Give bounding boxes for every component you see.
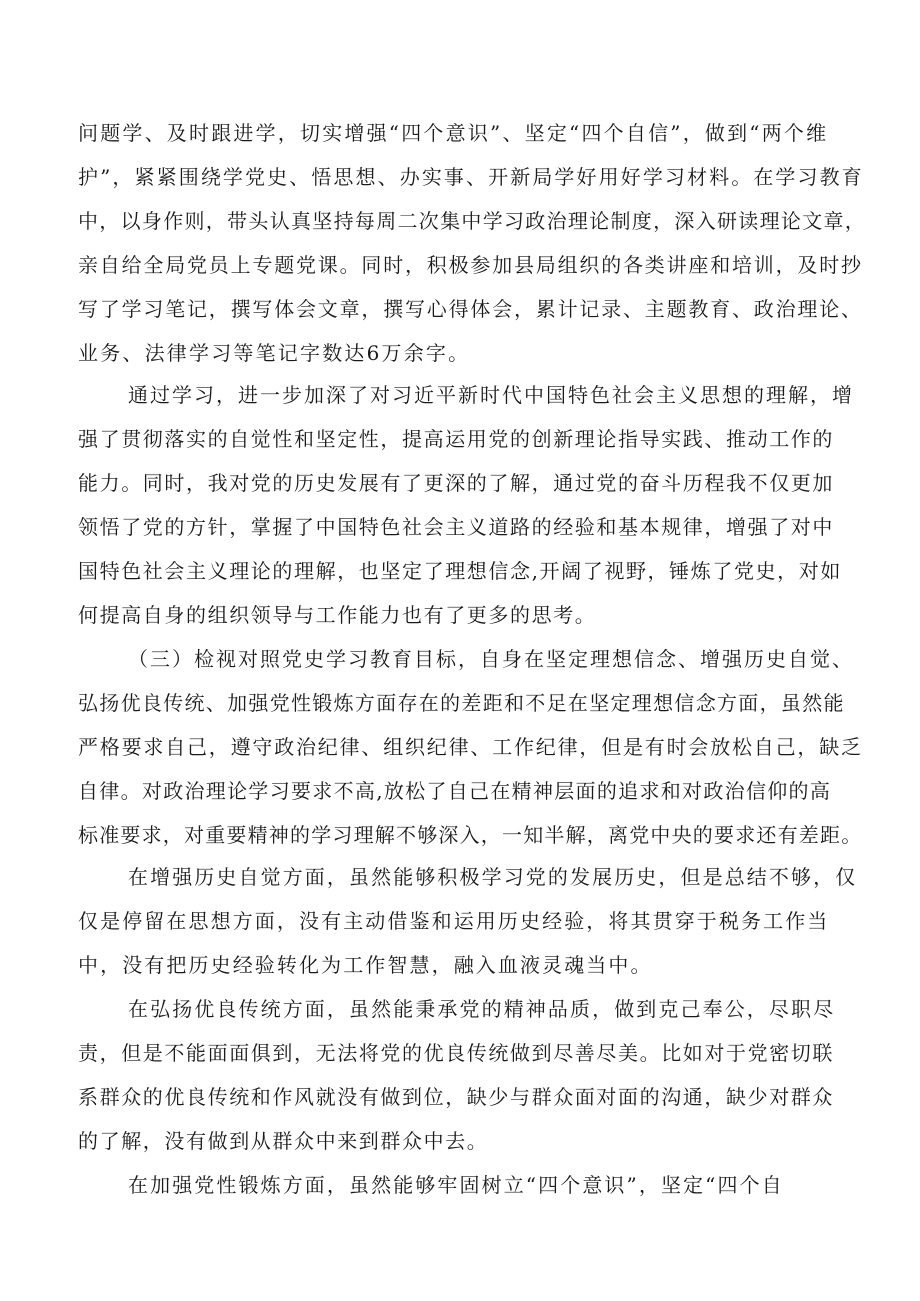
text-line: 业务、法律学习等笔记字数达6万余字。 <box>78 341 471 365</box>
text-line: 弘扬优良传统、加强党性锻炼方面存在的差距和不足在坚定理想信念方面，虽然能 <box>78 691 845 715</box>
text-line: 通过学习，进一步加深了对习近平新时代中国特色社会主义思想的理解，增 <box>128 383 854 407</box>
text-line: 责，但是不能面面俱到，无法将党的优良传统做到尽善尽美。比如对于党密切联 <box>78 1041 834 1065</box>
text-line: 仅是停留在思想方面，没有主动借鉴和运用历史经验，将其贯穿于税务工作当 <box>78 909 830 933</box>
text-line: 领悟了党的方针，掌握了中国特色社会主义道路的经验和基本规律，增强了对中 <box>78 515 834 539</box>
text-line: 在弘扬优良传统方面，虽然能秉承党的精神品质，做到克己奉公，尽职尽 <box>128 997 836 1021</box>
text-line: 问题学、及时跟进学，切实增强“四个意识”、坚定“四个自信”，做到“两个维 <box>78 121 829 145</box>
text-line: 自律。对政治理论学习要求不高,放松了自己在精神层面的追求和对政治信仰的高 <box>78 779 832 803</box>
text-line: 中，以身作则，带头认真坚持每周二次集中学习政治理论制度，深入研读理论文章， <box>78 209 867 233</box>
text-line: 亲自给全局党员上专题党课。同时，积极参加县局组织的各类讲座和培训，及时抄 <box>78 253 863 277</box>
text-line: 系群众的优良传统和作风就没有做到位，缺少与群众面对面的沟通，缺少对群众 <box>78 1085 834 1109</box>
text-line: 严格要求自己，遵守政治纪律、组织纪律、工作纪律，但是有时会放松自己，缺乏 <box>78 735 863 759</box>
text-line: （三）检视对照党史学习教育目标，自身在坚定理想信念、增强历史自觉、 <box>128 647 854 671</box>
text-line: 护”，紧紧围绕学党史、悟思想、办实事、开新局学好用好学习材料。在学习教育 <box>78 165 864 189</box>
text-line: 的了解，没有做到从群众中来到群众中去。 <box>78 1129 489 1153</box>
text-line: 强了贯彻落实的自觉性和坚定性，提高运用党的创新理论指导实践、推动工作的 <box>78 427 834 451</box>
text-line: 国特色社会主义理论的理解，也坚定了理想信念,开阔了视野，锤炼了党史，对如 <box>78 559 842 583</box>
text-line: 在加强党性锻炼方面，虽然能够牢固树立“四个意识”，坚定“四个自 <box>128 1173 784 1197</box>
text-line: 何提高自身的组织领导与工作能力也有了更多的思考。 <box>78 603 597 627</box>
text-line: 标准要求，对重要精神的学习理解不够深入，一知半解，离党中央的要求还有差距。 <box>78 823 863 847</box>
text-line: 中，没有把历史经验转化为工作智慧，融入血液灵魂当中。 <box>78 953 653 977</box>
text-line: 在增强历史自觉方面，虽然能够积极学习党的发展历史，但是总结不够，仅 <box>128 865 858 889</box>
text-line: 写了学习笔记，撰写体会文章，撰写心得体会，累计记录、主题教育、政治理论、 <box>78 297 863 321</box>
text-line: 能力。同时，我对党的历史发展有了更深的了解，通过党的奋斗历程我不仅更加 <box>78 471 834 495</box>
